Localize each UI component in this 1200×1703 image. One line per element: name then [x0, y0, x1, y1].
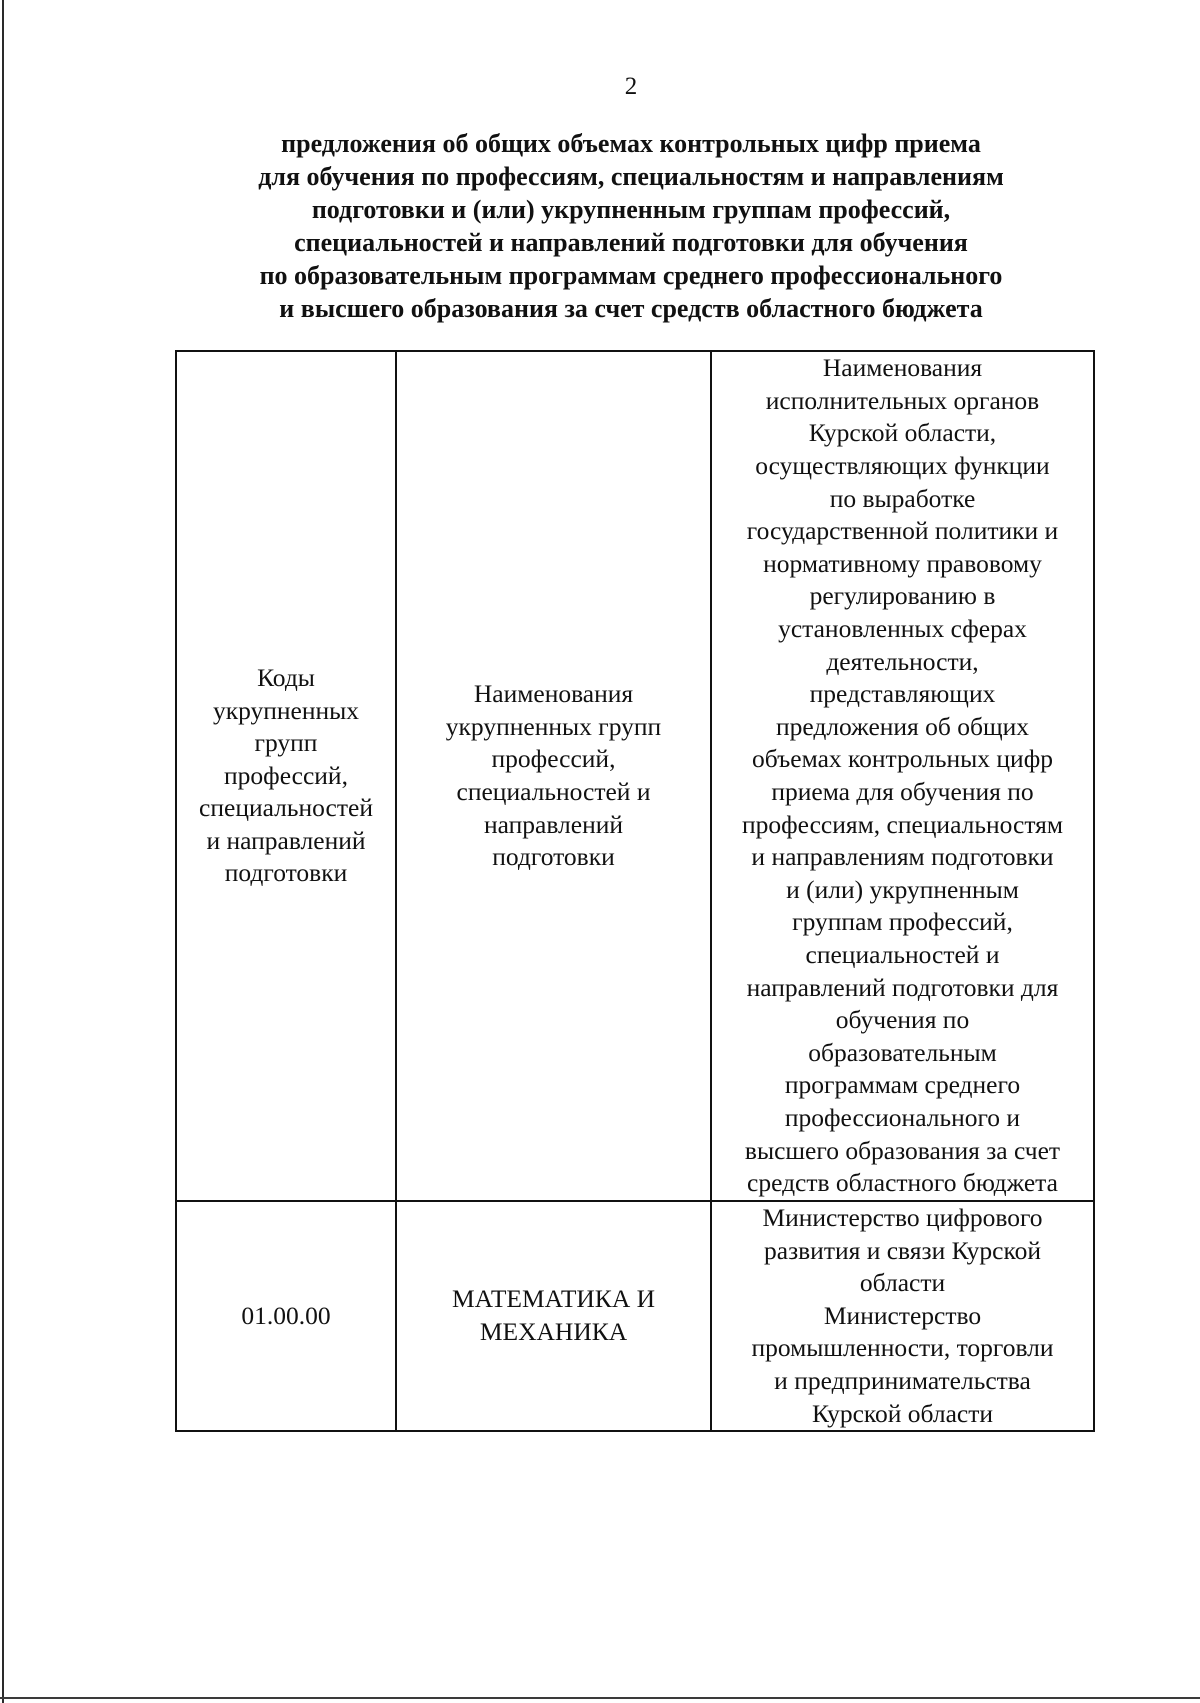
header-text: Наименования исполнительных органов Курской области, осуществляющих функции по выработке государственной политики и нормативному правовому регулированию в установленных сферах деятельности, представляющих предложения об общих объемах контрольных цифр приема для обучения по профессиям, специальностям и направлениям подготовки и (или) укрупненным группам профессий, специальностей и направлений подготовки для обучения по образовательным программам среднего профессионального и высшего образования за счет средств областного бюджета [741, 353, 1064, 1198]
code-text: 01.00.00 [241, 1300, 331, 1330]
title-line: предложения об общих объемах контрольных цифр приема [281, 129, 981, 158]
cell-group-name [396, 1201, 711, 1431]
table-row [176, 1201, 1094, 1431]
header-text: Коды укрупненных групп профессий, специальностей и направлений подготовки [199, 662, 373, 888]
header-cell-authorities [711, 351, 1094, 1201]
page-number: 2 [624, 73, 638, 100]
table-header-row [176, 351, 1094, 1201]
title-line: по образовательным программам среднего профессионального [259, 261, 1003, 290]
admission-table [175, 350, 1095, 1432]
title-line: специальностей и направлений подготовки для обучения [294, 228, 968, 257]
title-line: подготовки и (или) укрупненным группам профессий, [311, 195, 951, 224]
title-line: для обучения по профессиям, специальностям и направлениям [258, 162, 1004, 191]
scan-edge-bottom [0, 1697, 1200, 1699]
cell-authorities [711, 1201, 1094, 1431]
header-cell-group-names [396, 351, 711, 1201]
cell-code [176, 1201, 396, 1431]
group-name-text: МАТЕМАТИКА И МЕХАНИКА [451, 1284, 656, 1347]
title-line: и высшего образования за счет средств областного бюджета [279, 294, 983, 323]
header-text: Наименования укрупненных групп профессий, специальностей и направлений подготовки [445, 679, 662, 872]
scan-edge-left [2, 0, 4, 1703]
authorities-text: Министерство цифрового развития и связи Курской области Министерство промышленности, торговли и предпринимательства Курской области [751, 1203, 1054, 1428]
header-cell-codes [176, 351, 396, 1201]
document-title [150, 127, 1112, 325]
